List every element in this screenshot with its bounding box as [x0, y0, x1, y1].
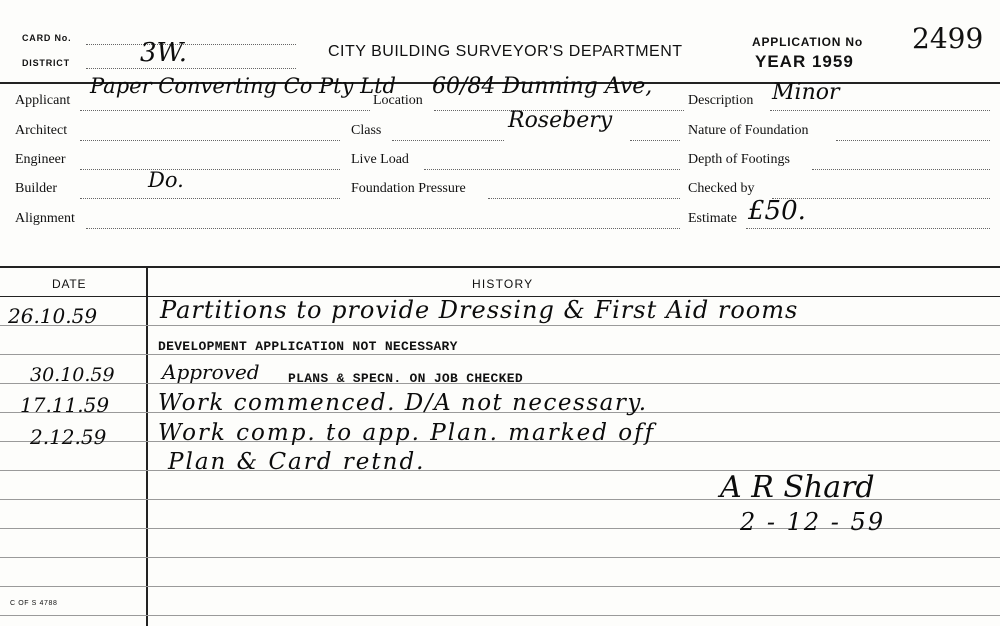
entry-text: Work commenced. D/A not necessary. [158, 390, 648, 416]
location-value-2: Rosebery [508, 108, 613, 133]
builder-value: Do. [148, 168, 184, 192]
liveload-line [424, 169, 680, 170]
entry-date: 17.11.59 [20, 393, 110, 417]
department-title: CITY BUILDING SURVEYOR'S DEPARTMENT [328, 43, 683, 60]
application-label: APPLICATION No [752, 35, 863, 49]
table-top-rule [0, 266, 1000, 268]
entry-date: 26.10.59 [8, 304, 98, 328]
history-header: HISTORY [472, 277, 534, 291]
entry-text: Plan & Card retnd. [168, 449, 426, 475]
depth-line [812, 169, 990, 170]
description-line [770, 110, 990, 111]
estimate-value: £50. [748, 196, 806, 226]
applicant-line [80, 110, 370, 111]
applicant-value: Paper Converting Co Pty Ltd [90, 74, 396, 98]
date-column-divider [146, 266, 148, 626]
estimate-line [746, 228, 990, 229]
alignment-line [86, 228, 680, 229]
location-label: Location [373, 93, 423, 108]
form-code: C OF S 4788 [10, 600, 58, 607]
architect-label: Architect [15, 123, 68, 138]
class-label: Class [351, 123, 382, 138]
entry-text: DEVELOPMENT APPLICATION NOT NECESSARY [158, 339, 458, 354]
rule [0, 586, 1000, 587]
nature-line [836, 140, 990, 141]
signature: A R Shard [720, 470, 875, 505]
entry-handwritten: Approved [162, 360, 260, 384]
applicant-label: Applicant [15, 93, 71, 108]
entry-date: 2.12.59 [30, 425, 107, 449]
district-label: DISTRICT [22, 58, 70, 68]
location-value: 60/84 Dunning Ave, [432, 74, 653, 99]
description-value: Minor [772, 80, 840, 105]
signature-date: 2 - 12 - 59 [740, 508, 886, 536]
entry-text: Work comp. to app. Plan. marked off [158, 420, 656, 446]
nature-label: Nature of Foundation [688, 123, 809, 138]
rule [0, 557, 1000, 558]
pressure-label: Foundation Pressure [351, 181, 466, 196]
engineer-line [80, 169, 340, 170]
liveload-label: Live Load [351, 152, 409, 167]
description-label: Description [688, 93, 754, 108]
architect-line [80, 140, 340, 141]
engineer-label: Engineer [15, 152, 66, 167]
alignment-label: Alignment [15, 211, 75, 226]
rule [0, 615, 1000, 616]
class-line-2 [630, 140, 680, 141]
checked-label: Checked by [688, 181, 755, 196]
entry-date: 30.10.59 [30, 364, 115, 386]
entry-text: PLANS & SPECN. ON JOB CHECKED [288, 371, 523, 386]
application-number: 2499 [912, 22, 984, 55]
district-value: 3W. [140, 38, 187, 68]
date-header: DATE [52, 277, 87, 291]
year-label: YEAR 1959 [755, 52, 854, 71]
pressure-line [488, 198, 680, 199]
card-no-line [86, 44, 296, 45]
estimate-label: Estimate [688, 211, 737, 226]
builder-label: Builder [15, 181, 57, 196]
class-line [392, 140, 504, 141]
depth-label: Depth of Footings [688, 152, 790, 167]
rule [0, 354, 1000, 355]
builder-line [80, 198, 340, 199]
district-line [86, 68, 296, 69]
card-no-label: CARD No. [22, 33, 72, 43]
rule [0, 325, 1000, 326]
entry-text: Partitions to provide Dressing & First Aid rooms [160, 296, 799, 324]
